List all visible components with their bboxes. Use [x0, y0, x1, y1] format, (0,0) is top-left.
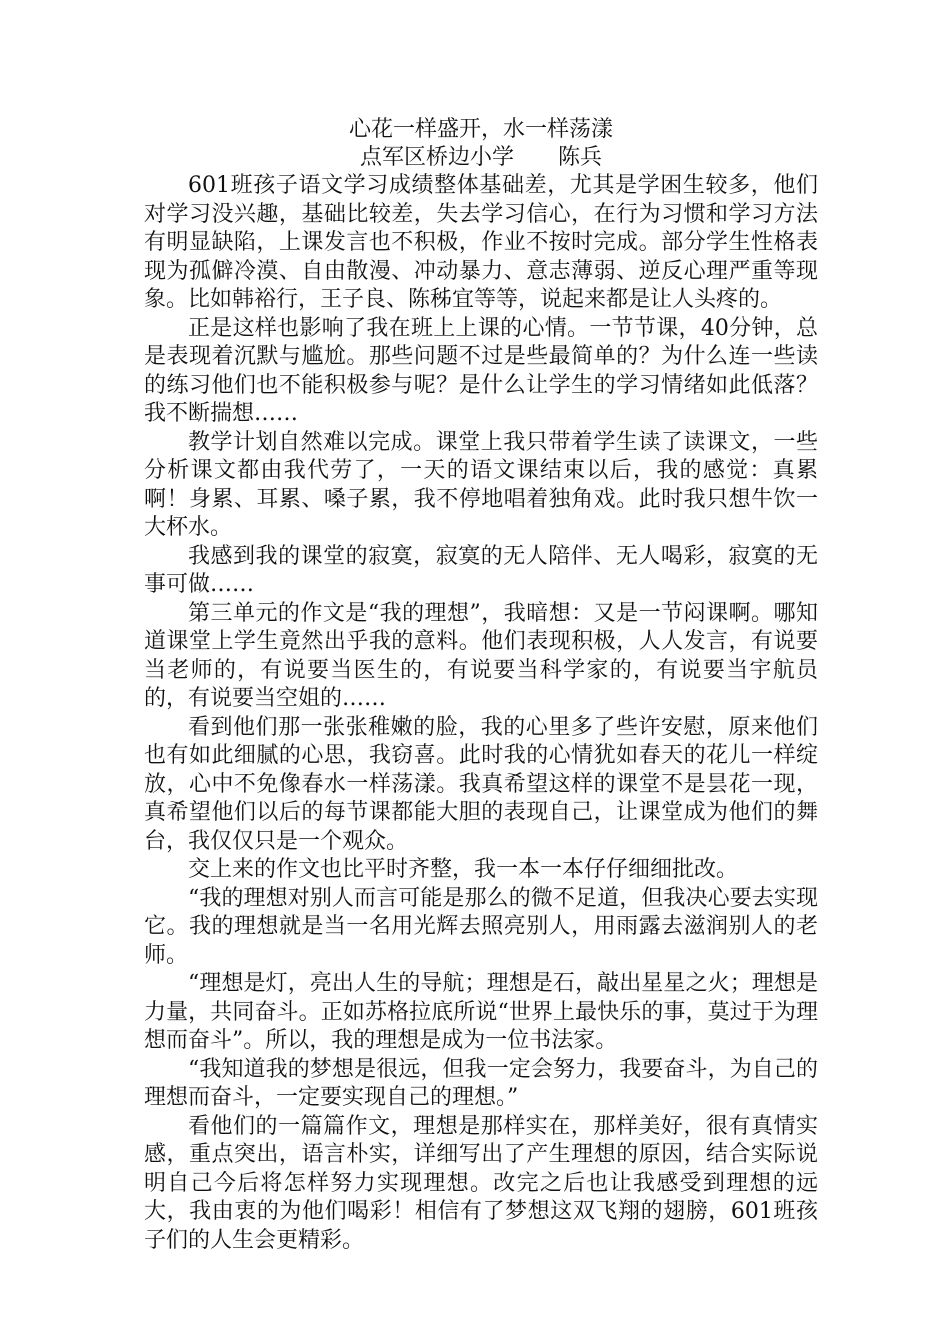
paragraph: “我的理想对别人而言可能是那么的微不足道，但我决心要去实现它。我的理想就是当一名用光辉去照亮别人，用雨露去滋润别人的老师。	[144, 885, 818, 968]
paragraph: “理想是灯，亮出人生的导航；理想是石，敲出星星之火；理想是力量，共同奋斗。正如苏格拉底所说“世界上最快乐的事，莫过于为理想而奋斗”。所以，我的理想是成为一位书法家。	[144, 971, 818, 1053]
paragraph: 我感到我的课堂的寂寞，寂寞的无人陪伴、无人喝彩，寂寞的无事可做……	[144, 543, 818, 597]
school-name: 点军区桥边小学	[359, 145, 514, 170]
author-name: 陈兵	[558, 145, 603, 170]
paragraph: 教学计划自然难以完成。课堂上我只带着学生读了读课文，一些分析课文都由我代劳了，一天的语文课结束以后，我的感觉：真累啊！身累、耳累、嗓子累，我不停地唱着独角戏。此时我只想牛饮一大杯水。	[144, 429, 818, 540]
paragraph: 看到他们那一张张稚嫩的脸，我的心里多了些许安慰，原来他们也有如此细腻的心思，我窃喜。此时我的心情犹如春天的花儿一样绽放，心中不免像春水一样荡漾。我真希望这样的课堂不是昙花一现，真希望他们以后的每节课都能大胆的表现自己，让课堂成为他们的舞台，我仅仅只是一个观众。	[144, 714, 818, 854]
paragraph: 正是这样也影响了我在班上上课的心情。一节节课，40分钟，总是表现着沉默与尴尬。那些问题不过是些最简单的？为什么连一些读的练习他们也不能积极参与呢？是什么让学生的学习情绪如此低落？我不断揣想……	[144, 315, 818, 426]
byline	[144, 144, 818, 172]
paragraph: “我知道我的梦想是很远，但我一定会努力，我要奋斗，为自己的理想而奋斗，一定要实现自己的理想。”	[144, 1056, 818, 1110]
document-page	[144, 116, 818, 1255]
paragraph: 第三单元的作文是“我的理想”，我暗想：又是一节闷课啊。哪知道课堂上学生竟然出乎我的意料。他们表现积极，人人发言，有说要当老师的，有说要当医生的，有说要当科学家的，有说要当宇航员的，有说要当空姐的……	[144, 600, 818, 711]
document-title: 心花一样盛开，水一样荡漾	[348, 117, 613, 142]
paragraph: 看他们的一篇篇作文，理想是那样实在，那样美好，很有真情实感，重点突出，语言朴实，详细写出了产生理想的原因，结合实际说明自己今后将怎样努力实现理想。改完之后也让我感受到理想的远大，我由衷的为他们喝彩！相信有了梦想这双飞翔的翅膀，601班孩子们的人生会更精彩。	[144, 1113, 818, 1253]
paragraph: 601班孩子语文学习成绩整体基础差，尤其是学困生较多，他们对学习没兴趣，基础比较差，失去学习信心，在行为习惯和学习方法有明显缺陷，上课发言也不积极，作业不按时完成。部分学生性格表现为孤僻冷漠、自由散漫、冲动暴力、意志薄弱、逆反心理严重等现象。比如韩裕行，王子良、陈秭宜等等，说起来都是让人头疼的。	[144, 173, 818, 312]
paragraph: 交上来的作文也比平时齐整，我一本一本仔仔细细批改。	[188, 857, 739, 882]
